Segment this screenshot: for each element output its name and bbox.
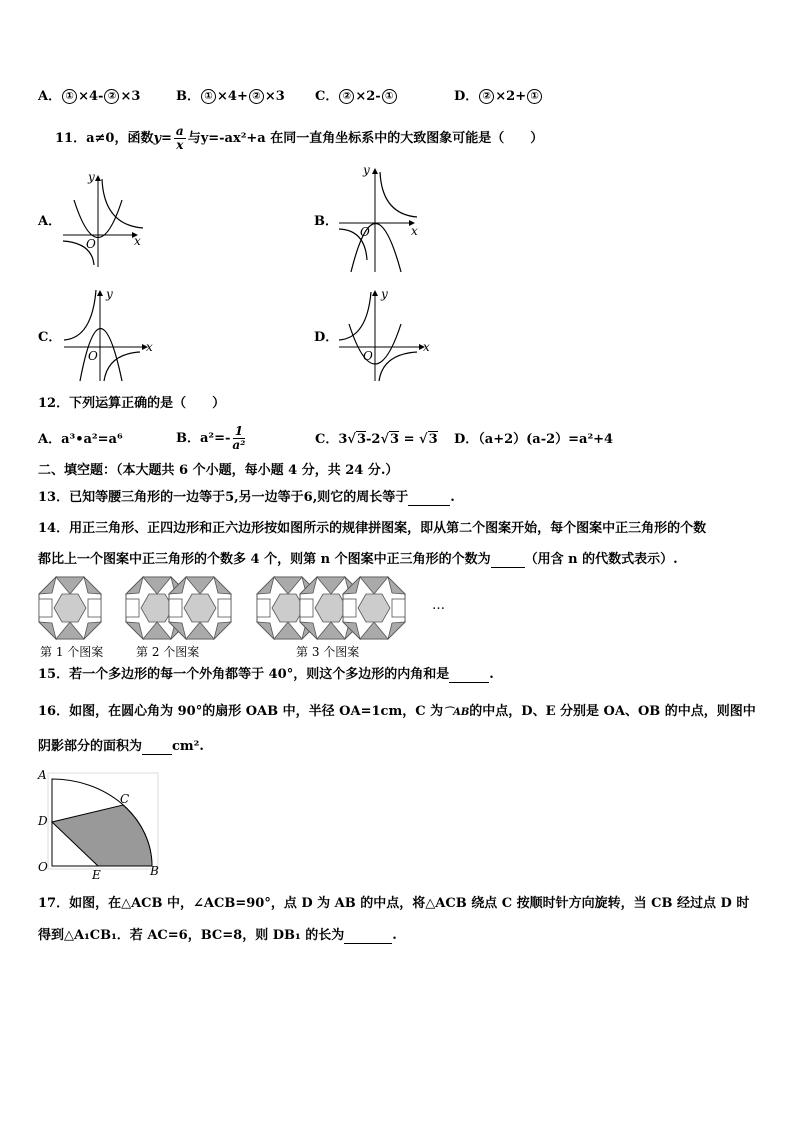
q16-line2: 阴影部分的面积为 cm². [38, 739, 204, 754]
q11-label-b: B． [314, 214, 338, 229]
q10-option-b: B． ① ×4+ ② ×3 [176, 89, 285, 104]
y-axis-label: y [88, 170, 95, 184]
q10-option-c: C． ② ×2- ① [315, 89, 398, 105]
q11-graph-c [60, 284, 156, 384]
x-axis-label: x [423, 340, 430, 354]
origin-label: O [360, 225, 370, 239]
q17-line1: 17．如图，在△ACB 中，∠ACB=90°，点 D 为 AB 的中点，将△ACB 绕点 C 按顺时针方向旋转，当 CB 经过点 D 时 [38, 896, 750, 911]
q14-patterns [36, 575, 456, 643]
point-c-label: C [120, 792, 130, 806]
q11-label-c: C． [38, 330, 62, 345]
point-e-label: E [92, 868, 101, 880]
q11-graph-a [58, 165, 148, 270]
q15-text: 15．若一个多边形的每一个外角都等于 40°，则这个多边形的内角和是 . [38, 667, 494, 682]
q11-graph-d [335, 284, 435, 384]
x-axis-label: x [134, 234, 141, 248]
q12-option-a: A．a³•a²=a⁶ [38, 432, 123, 447]
q16-sector-figure [34, 765, 164, 880]
point-b-label: B [150, 864, 159, 878]
q14-line1: 14．用正三角形、正四边形和正六边形按如图所示的规律拼图案，即从第二个图案开始，每个图案中正三角形的个数 [38, 521, 707, 536]
q14-caption-3: 第 3 个图案 [296, 645, 360, 659]
y-axis-label: y [363, 163, 370, 177]
q10-option-d: D． ② ×2+ ① [454, 89, 543, 105]
q12-option-d: D．（a+2）(a-2）=a²+4 [454, 432, 614, 447]
q11-label-d: D． [314, 330, 339, 345]
section-heading: 二、填空题：（本大题共 6 个小题，每小题 4 分，共 24 分.） [38, 463, 399, 478]
point-a-label: A [38, 768, 47, 782]
q14-line2: 都比上一个图案中正三角形的个数多 4 个，则第 n 个图案中正三角形的个数为 （用含 n 的代数式表示）. [38, 552, 678, 567]
y-axis-label: y [106, 287, 113, 301]
origin-label: O [88, 349, 98, 363]
q13-text: 13．已知等腰三角形的一边等于5,另一边等于6,则它的周长等于 . [38, 490, 455, 505]
y-axis-label: y [381, 287, 388, 301]
q11-graph-b [335, 160, 425, 275]
origin-label: O [363, 349, 373, 363]
q16-line1: 16．如图，在圆心角为 90°的扇形 OAB 中，半径 OA=1cm，C 为⌒AB的中点，D、E 分别是 OA、OB 的中点，则图中 [38, 704, 756, 719]
q12-stem: 12．下列运算正确的是（ ） [38, 396, 226, 411]
q17-line2: 得到△A₁CB₁．若 AC=6，BC=8，则 DB₁ 的长为 . [38, 928, 397, 943]
x-axis-label: x [411, 224, 418, 238]
q14-caption-2: 第 2 个图案 [136, 645, 200, 659]
point-d-label: D [38, 814, 48, 828]
x-axis-label: x [146, 340, 153, 354]
q14-caption-1: 第 1 个图案 [40, 645, 104, 659]
q12-option-c: C．3√3-2√3 = √3 [315, 432, 438, 447]
q11-label-a: A． [38, 214, 62, 229]
q12-option-b: B．a²=- $\frac{1}{\text{a²}}$ [176, 424, 246, 452]
point-o-label: O [38, 860, 48, 874]
q10-option-a: A． ① ×4- ② ×3 [38, 89, 141, 104]
q14-ellipsis: … [432, 598, 445, 613]
origin-label: O [86, 237, 96, 251]
q11-stem: 11．a≠0，函数y= $\frac{a}{x}$ 与y=-ax²+a 在同一直角坐标系中的大致图象可能是（ ） [55, 124, 544, 152]
